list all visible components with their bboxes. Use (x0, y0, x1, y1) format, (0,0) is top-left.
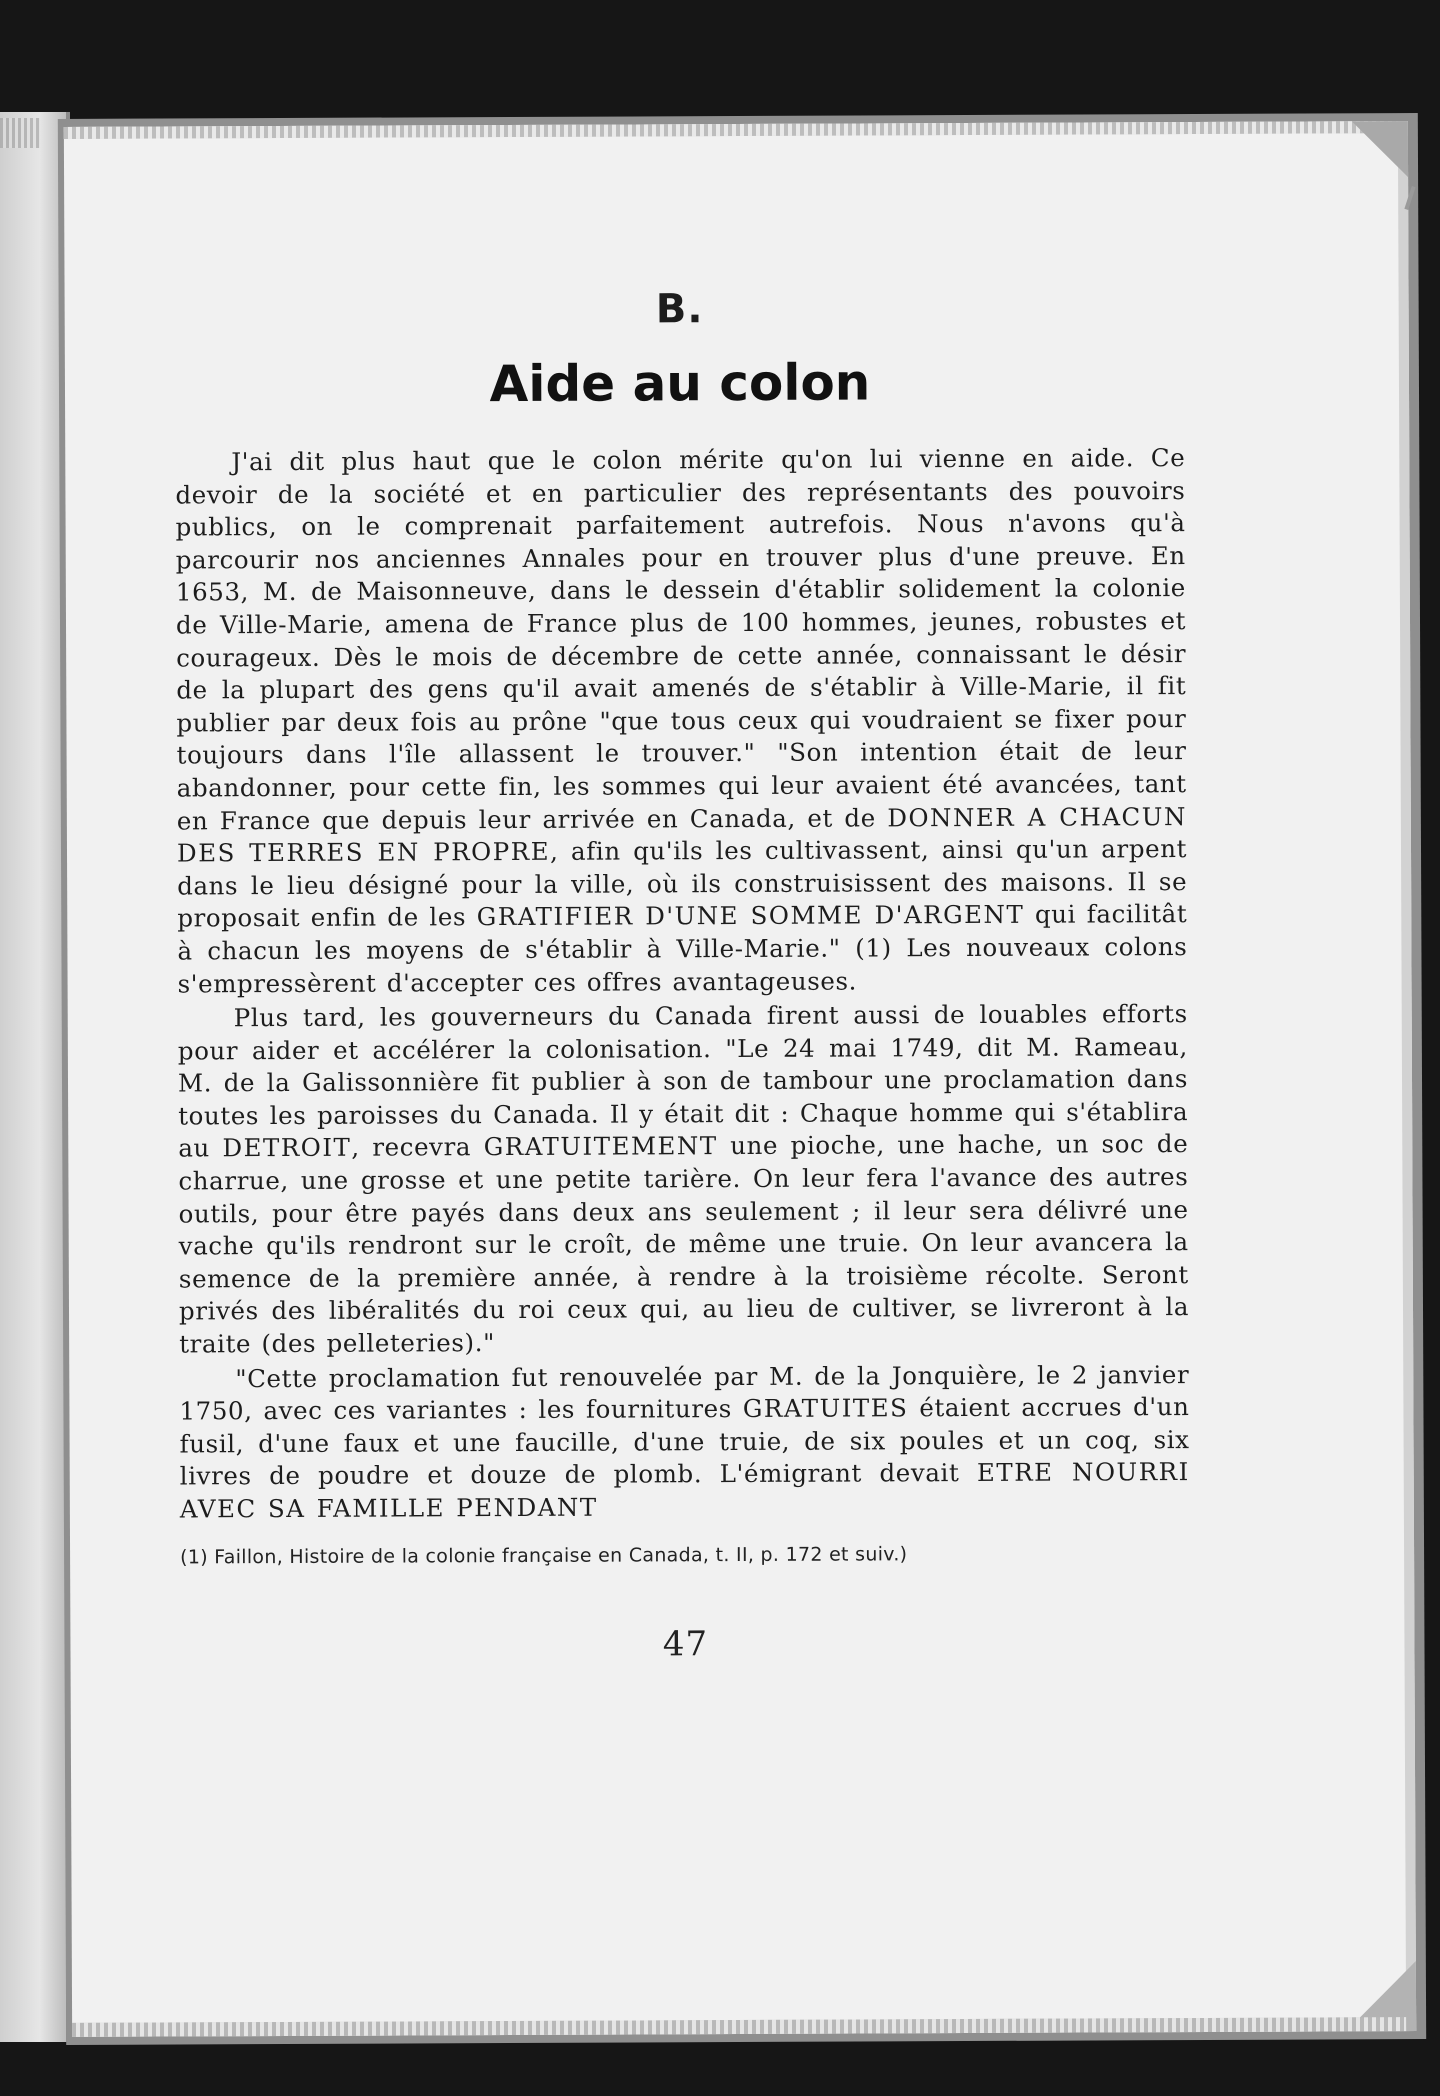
paragraph-2-text-b: , recevra (351, 1132, 484, 1163)
paragraph-2 (178, 998, 1190, 1361)
paragraph-3-caps-b: ETRE NOURRI AVEC SA FAMILLE PENDANT (179, 1457, 1190, 1524)
paragraph-3-text-b: étaient accrues d'un fusil, d'une faux et une faucille, d'une truie, de six poules et un coq, six livres de poudre et douze de plomb. L'émigrant devait (179, 1392, 1190, 1491)
paragraph-2-caps-a: DETROIT (222, 1133, 352, 1163)
page-corner-top-right (1352, 121, 1408, 177)
page-title: Aide au colon (489, 353, 871, 414)
paragraph-1-text-c: qui facilitât à chacun les moyens de s'établir à Ville-Marie." (1) Les nouveaux colons s'empressèrent d'accepter ces offres avantageuses. (177, 899, 1188, 998)
paragraph-1 (175, 442, 1187, 1000)
paragraph-1-caps-b: GRATIFIER D'UNE SOMME D'ARGENT (476, 900, 1025, 932)
section-letter: B. (655, 286, 704, 333)
paragraph-3-text-a: "Cette proclamation fut renouvelée par M. de la Jonquière, le 2 janvier 1750, avec ces variantes : les fournitures (179, 1359, 1190, 1426)
left-page-texture (0, 118, 40, 148)
page-number: 47 (662, 1623, 709, 1664)
book-page (64, 121, 1416, 2037)
paragraph-2-caps-b: GRATUITEMENT (483, 1131, 718, 1162)
paragraph-1-text-b: , afin qu'ils les cultivassent, ainsi qu'un arpent dans le lieu désigné pour la ville, où ils construisissent des maisons. Il se proposait enfin de les (177, 834, 1188, 933)
paragraph-2-text-c: une pioche, une hache, un soc de charrue, une grosse et une petite tarière. On leur fera l'avance des autres outils, pour être payés dans deux ans seulement ; il leur sera délivré une vache qu'ils rendront sur le croît, de même une truie. On leur avancera la semence de la première année, à rendre à la troisième récolte. Seront privés des libéralités du roi ceux qui, au lieu de cultiver, se livreront à la traite (des pelleteries)." (178, 1129, 1190, 1359)
paragraph-3-caps-a: GRATUITES (742, 1393, 909, 1424)
paragraph-3 (179, 1359, 1190, 1526)
footnote: (1) Faillon, Histoire de la colonie française en Canada, t. II, p. 172 et suiv.) (180, 1542, 908, 1569)
paragraph-1-text-a: J'ai dit plus haut que le colon mérite qu'on lui vienne en aide. Ce devoir de la société et en particulier des représentants des pouvoirs publics, on le comprenait parfaitement autrefois. Nous n'avons qu'à parcourir nos anciennes Annales pour en trouver plus d'une preuve. En 1653, M. de Maisonneuve, dans le dessein d'établir solidement la colonie de Ville-Marie, amena de France plus de 100 hommes, jeunes, robustes et courageux. Dès le mois de décembre de cette année, connaissant le désir de la plupart des gens qu'il avait amenés de s'établir à Ville-Marie, il fit publier par deux fois au prône "que tous ceux qui voudraient se fixer pour toujours dans l'île allassent le trouver." "Son intention était de leur abandonner, pour cette fin, les sommes qui leur avaient été avancées, tant en France que depuis leur arrivée en Canada, et de (175, 443, 1187, 835)
page-corner-bottom-right (1346, 1961, 1416, 2031)
page-content (175, 284, 1191, 1666)
paragraph-2-text-a: Plus tard, les gouverneurs du Canada firent aussi de louables efforts pour aider et accélérer la colonisation. "Le 24 mai 1749, dit M. Rameau, M. de la Galissonnière fit publier à son de tambour une proclamation dans toutes les paroisses du Canada. Il y était dit : Chaque homme qui s'établira au (177, 999, 1189, 1163)
paragraph-1-caps-a: DONNER A CHACUN DES TERRES EN PROPRE (176, 801, 1187, 868)
